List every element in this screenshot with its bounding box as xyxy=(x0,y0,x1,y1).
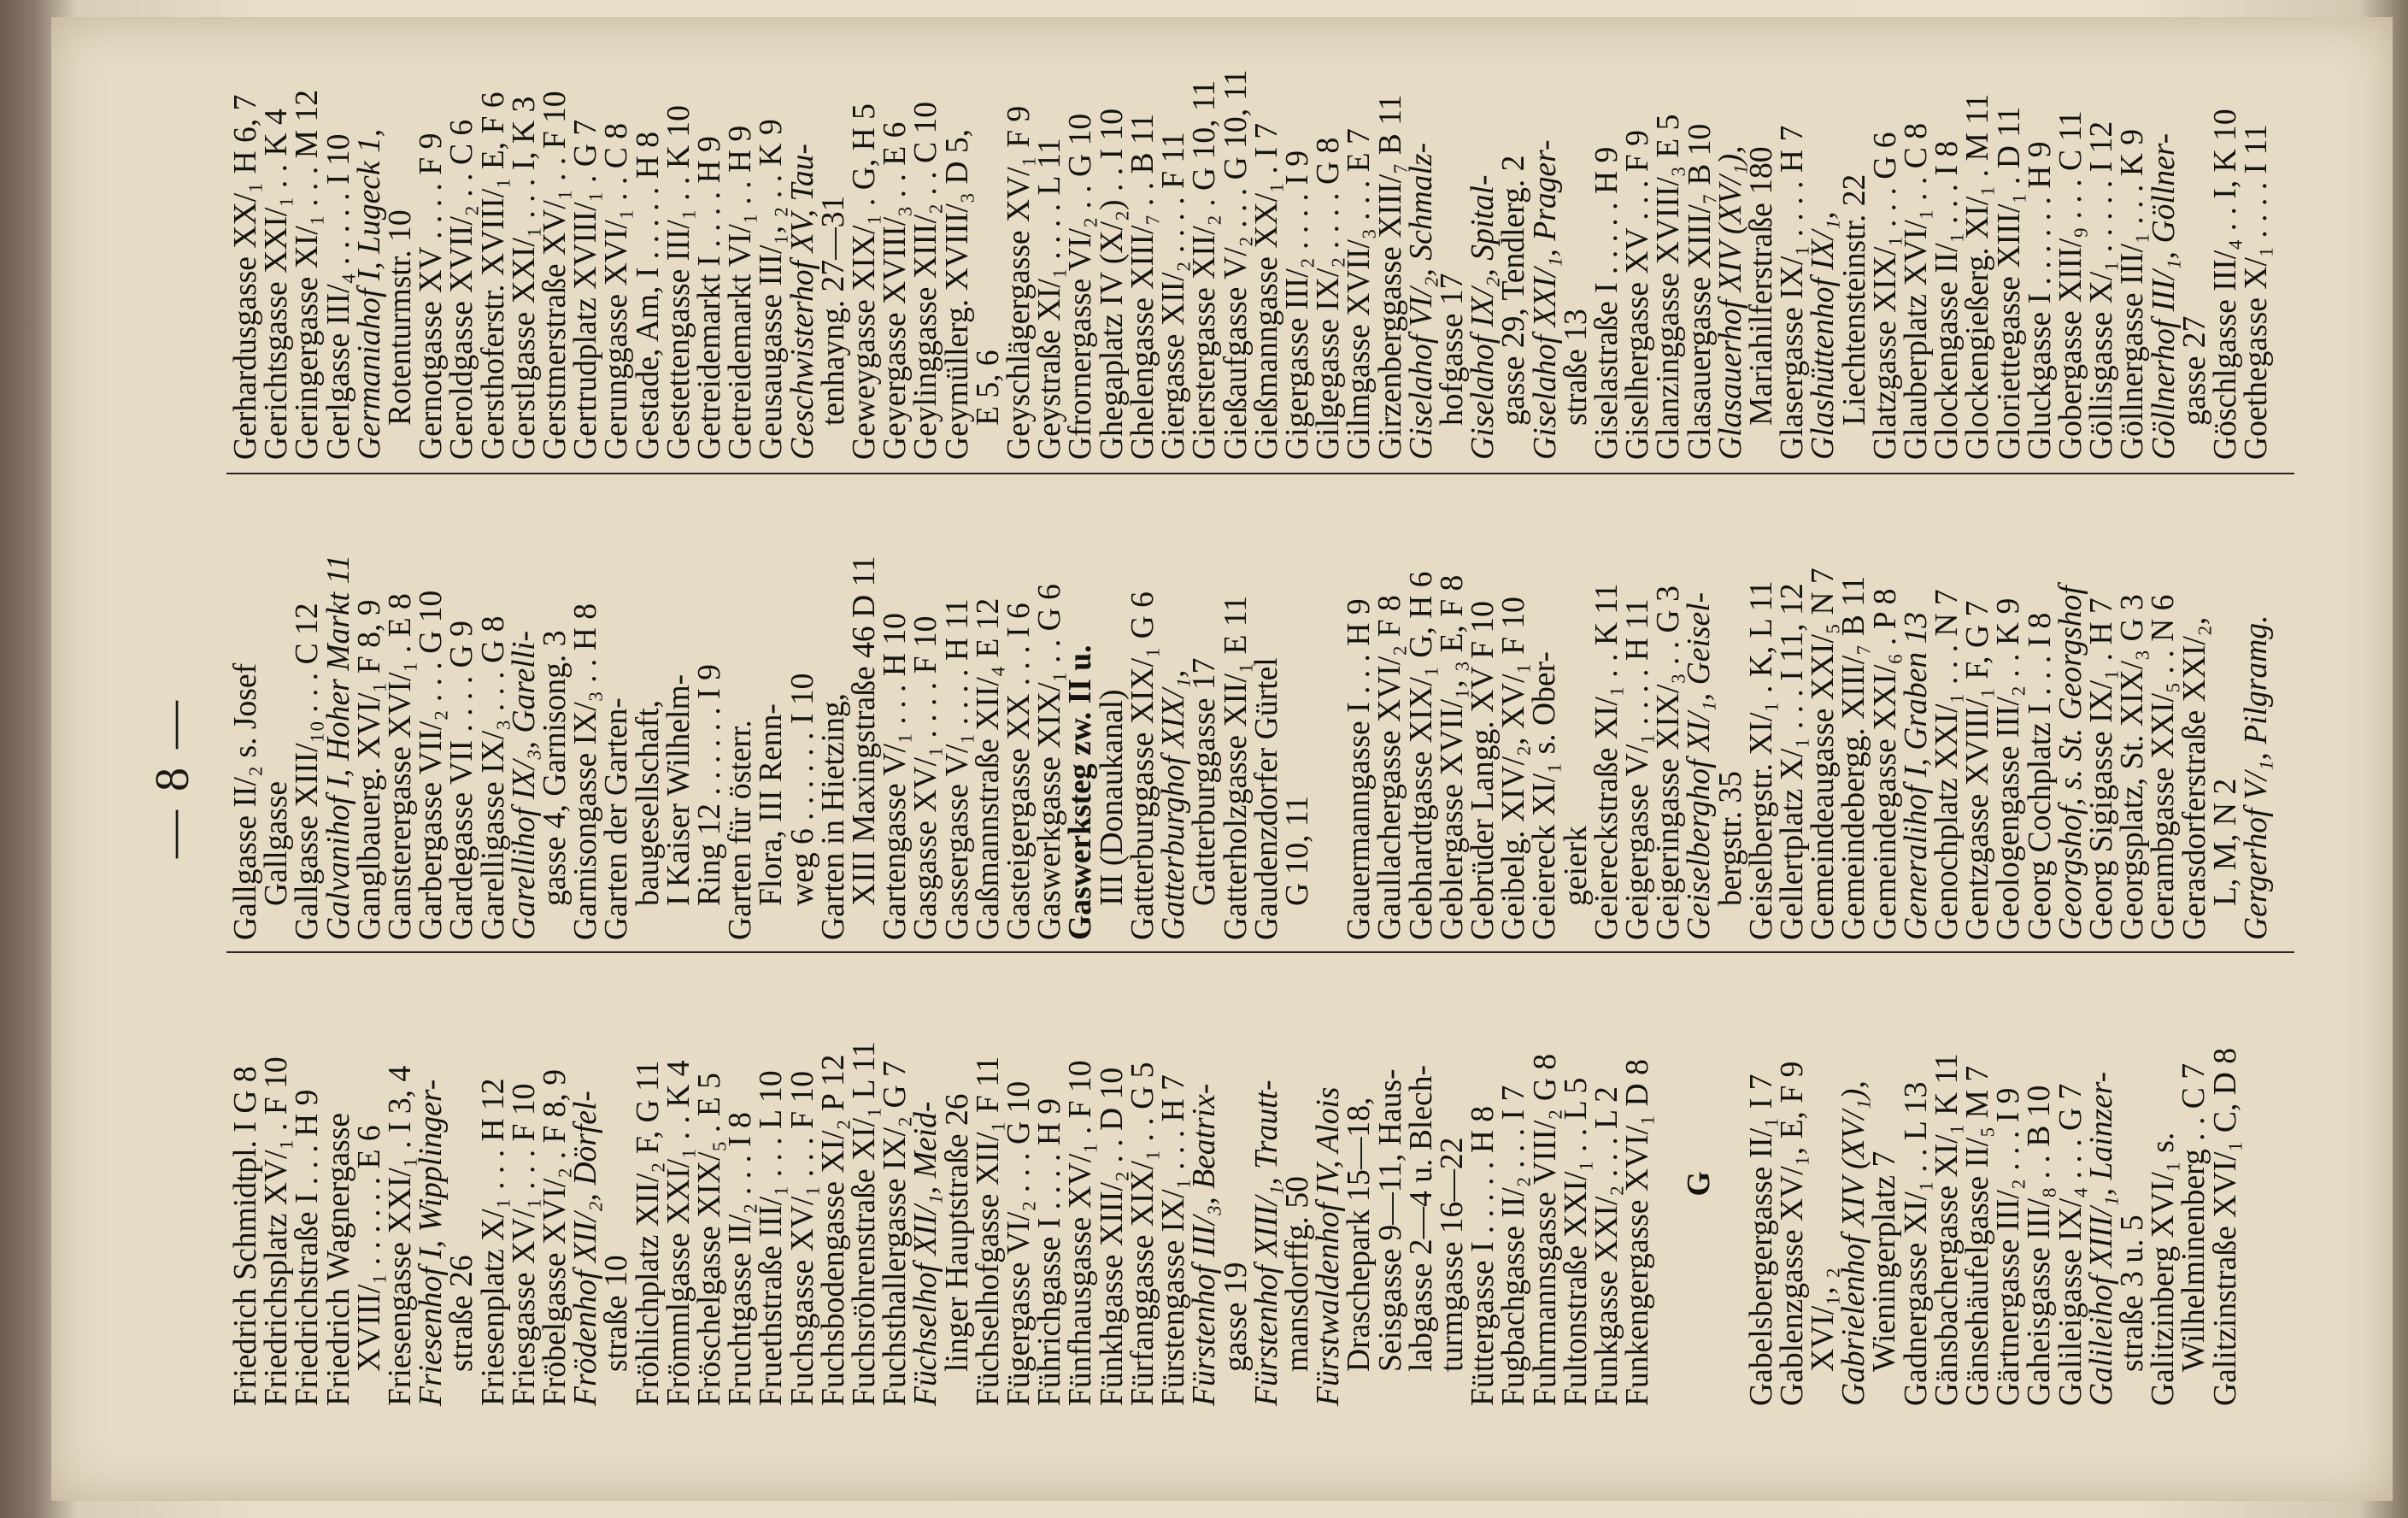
index-entry: Gerlgasse III/₄ . . . . . I 10 xyxy=(320,133,356,460)
index-entry: Gartengasse V/₁ . . . H 10 xyxy=(878,613,913,940)
index-entry: Gänsehäufelgasse II/₅ M 7 xyxy=(1959,1065,1995,1406)
index-entry-continuation: Flora, III Renn- xyxy=(754,703,790,906)
index-entry-continuation: E 5, 6 xyxy=(970,350,1006,426)
index-entry: Fröschelgasse XIX/₅ . E 5 xyxy=(692,1073,728,1406)
index-entry: Giselahof VI/₂, Schmalz- xyxy=(1403,142,1439,460)
index-entry: Friesgasse XV/₁ . . . F 10 xyxy=(506,1083,542,1406)
index-entry: Fünkhgasse XIII/₂ . . D 10 xyxy=(1094,1067,1130,1406)
index-entry: Fröhlichplatz XII/₂ F, G 11 xyxy=(630,1060,666,1406)
index-entry: Frömmlgasse XXI/₁ . . K 4 xyxy=(661,1060,696,1406)
index-entry: Gablenzgasse XV/₁, E, F 9 xyxy=(1774,1061,1810,1406)
index-entry: Gerasdorferstraße XXI/₂, xyxy=(2176,616,2212,940)
index-entry: Gergerhof V/₁, Pilgramg. xyxy=(2239,615,2274,940)
index-entry: Giselahof IX/₂, Spital- xyxy=(1465,174,1501,460)
index-entry: Glashüttenhof IX/₁, xyxy=(1806,211,1841,460)
index-entry: Gallgasse II/₂ s. Josef xyxy=(228,662,263,940)
index-entry: Gaudenzdorfer Gürtel xyxy=(1248,657,1284,940)
index-entry: Gentzgasse XVIII/₁ F, G 7 xyxy=(1960,600,1996,940)
index-entry: Gestade, Am, I . . . . . H 8 xyxy=(630,131,666,460)
index-entry: Gassergasse V/₁ . . . . H 11 xyxy=(939,598,975,940)
index-entry-continuation: Wilhelminenberg . . C 7 xyxy=(2176,1063,2212,1372)
index-entry: Gfrornergasse VI/₂ . . G 10 xyxy=(1063,113,1099,460)
index-entry: Gasgasse XV/₁ . . . . F 10 xyxy=(908,615,944,940)
index-entry: Georg Cochplatz I . . . I 8 xyxy=(2022,612,2058,940)
index-entry: Gasteigergasse XX . . . I 6 xyxy=(1001,603,1037,940)
index-entry: Getreidemarkt I . . . . H 9 xyxy=(692,136,728,460)
index-entry: Gerambgasse XXI/₅ . . N 6 xyxy=(2146,594,2182,940)
column-rule xyxy=(226,473,2294,474)
index-entry: Geigergasse V/₁ . . . . H 11 xyxy=(1619,598,1655,940)
index-entry: Giselahof XXI/₁, Prager- xyxy=(1527,139,1563,460)
index-entry: Geblergasse XVII/₁, ₃ E, F 8 xyxy=(1434,574,1470,940)
index-entry: Geusaugasse III/₁, ₂ . . K 9 xyxy=(754,119,790,460)
index-entry: Gersthoferstr. XVIII/₁ E, F 6 xyxy=(475,91,511,460)
index-entry: Gerstmerstraße XV/₁ . . F 10 xyxy=(537,91,573,460)
index-entry: Friesenplatz X/₁ . . . H 12 xyxy=(475,1078,511,1406)
index-entry: Gebhardtgasse XIX/₁ G, H 6 xyxy=(1403,571,1439,940)
index-entry: Geologengasse III/₂ . . K 9 xyxy=(1991,597,2027,940)
section-letter-heading: G xyxy=(1682,1171,1718,1197)
index-entry: Friesengasse XXI/₁ . I 3, 4 xyxy=(383,1065,419,1406)
index-entry: Geschwisterhof XV, Tau- xyxy=(784,144,820,460)
index-entry-continuation: G 10, 11 xyxy=(1279,795,1315,906)
index-entry-continuation: bergstr. 35 xyxy=(1712,771,1748,906)
index-entry: Ganglbauerg. XVI/₁ F 8, 9 xyxy=(351,599,387,940)
index-entry: Gerstlgasse XXI/₁ . . . I, K 3 xyxy=(506,96,542,460)
street-index-column-1 xyxy=(228,962,2282,1406)
index-entry-continuation: weg 6 . . . . . . I 10 xyxy=(784,673,820,906)
index-entry: Garten der Garten- xyxy=(599,697,635,940)
index-entry: Gemeindegasse XXI/₆ . P 8 xyxy=(1867,588,1903,940)
index-entry: Friedrich Wagnergasse xyxy=(320,1112,356,1406)
index-entry-continuation: Rotenturmstr. 10 xyxy=(383,209,419,426)
index-entry-continuation: Draschepark 15—18, xyxy=(1342,1097,1377,1372)
index-entry: Gellertplatz X/₁ . . . I 11, 12 xyxy=(1774,583,1810,940)
index-entry: Geigeringasse XIX/₃ . . G 3 xyxy=(1651,585,1687,940)
index-entry: Gansterergasse XVI/₁ . E 8 xyxy=(383,593,419,940)
index-entry: Gabrielenhof XIV (XV/₁), xyxy=(1836,1080,1872,1406)
index-entry: Geiselberghof XI/₁, Geisel- xyxy=(1682,591,1718,940)
index-entry: Gauermanngasse I . . . H 9 xyxy=(1342,598,1377,940)
index-entry-continuation: Gallgasse xyxy=(259,780,295,906)
page-number: — 8 — xyxy=(146,697,199,858)
index-entry: Geyschlägergasse XV/₁ F 9 xyxy=(1001,105,1037,460)
street-index-column-2 xyxy=(228,496,2282,940)
index-entry: Gießaufgasse V/₂ . . . G 10, 11 xyxy=(1218,69,1254,460)
index-entry: Goethegasse X/₁ . . . . I 11 xyxy=(2239,124,2275,460)
index-entry: Ghelengasse XIII/₇ . . B 11 xyxy=(1125,113,1160,460)
index-entry: Fuchsröhrenstraße XI/₁ L 11 xyxy=(847,1041,883,1406)
index-entry: Geweygasse XIX/₁ . G, H 5 xyxy=(847,103,883,460)
index-entry xyxy=(1313,496,1344,940)
index-entry: Georgsplatz, St. XIX/₃ G 3 xyxy=(2115,594,2151,940)
index-entry-continuation: Mariahilferstraße 180 xyxy=(1743,146,1779,426)
index-entry: Gestettengasse III/₁ . . K 10 xyxy=(661,105,696,460)
index-entry: Geiereck XI/₁ s. Ober- xyxy=(1527,651,1563,940)
index-entry: Glockengießerg. XI/₁ . M 11 xyxy=(1960,93,1996,460)
index-entry: Fürstwaldenhof IV, Alois xyxy=(1311,1086,1347,1406)
index-entry: Geiselbergstr. XI/₁ . K, L 11 xyxy=(1743,580,1779,940)
index-entry-continuation: baugesellschaft, xyxy=(630,699,666,906)
index-entry: Gertrudplatz XVIII/₁ . G 7 xyxy=(568,119,604,460)
index-entry: Gänsbachergasse XI/₁ K 11 xyxy=(1929,1053,1965,1406)
index-entry: Giselastraße I . . . . . H 9 xyxy=(1589,146,1624,460)
index-entry: Füttergasse I . . . . . H 8 xyxy=(1465,1105,1501,1406)
index-entry-continuation: gasse 19 xyxy=(1218,1262,1254,1372)
index-entry: Gloriettegasse XIII/₁ . D 11 xyxy=(1991,106,2027,460)
index-entry-continuation: gasse 4, Garnisong. 3 xyxy=(537,630,573,906)
index-entry: Gerunggasse XVI/₁ . . C 8 xyxy=(599,122,635,460)
index-entry: Fruethstraße III/₁ . . . L 10 xyxy=(754,1070,790,1406)
index-entry-continuation: straße 10 xyxy=(599,1255,635,1372)
index-entry: Führichgasse I . . . . H 9 xyxy=(1032,1097,1068,1406)
index-entry: Glanzinggasse XVIII/₃ E 5 xyxy=(1651,114,1687,460)
index-entry: Gaheisgasse III/₈ . . B 10 xyxy=(2022,1085,2058,1406)
index-entry: Fürstenhof III/₃, Beatrix- xyxy=(1187,1083,1223,1406)
index-entry: Galileigasse IX/₄ . . . G 7 xyxy=(2053,1083,2088,1406)
index-entry: Galvanihof I, Hoher Markt 11 xyxy=(320,554,356,940)
index-entry: Gallgasse XIII/₁₀ . . . C 12 xyxy=(290,603,326,940)
index-entry: Füchselhof XII/₁, Meid- xyxy=(908,1101,944,1406)
index-entry: Göllnerhof III/₁, Göllner- xyxy=(2146,132,2182,460)
index-entry: Gierstergasse XII/₂ . G 10, 11 xyxy=(1187,79,1223,460)
index-entry: Gatterburggasse XIX/₁ G 6 xyxy=(1125,591,1160,940)
index-entry-continuation: Gatterburggasse 17 xyxy=(1187,657,1223,906)
index-entry-continuation: mansdorffg. 50 xyxy=(1279,1176,1315,1372)
index-entry-continuation: geierk xyxy=(1558,826,1594,906)
index-entry: Geibelg. XIV/₂, XV/₁ F 10 xyxy=(1496,597,1532,940)
index-entry: Göllnergasse III/₁ . . . K 9 xyxy=(2115,128,2151,460)
index-entry: Funkgasse XXI/₂ . . . L 2 xyxy=(1589,1086,1624,1406)
index-entry: Generalihof I, Graben 13 xyxy=(1898,611,1934,940)
index-entry-continuation: labgasse 2—4 u. Blech- xyxy=(1403,1065,1439,1372)
index-entry-continuation: straße 3 u. 5 xyxy=(2114,1215,2150,1372)
index-entry: Garten für österr. xyxy=(723,720,759,940)
index-entry-continuation: gasse 27 xyxy=(2176,315,2212,426)
index-entry: Füchselhofgasse XII/₁ F 11 xyxy=(970,1056,1006,1406)
index-entry: Glatzgasse XIX/₁ . . . G 6 xyxy=(1867,132,1903,460)
index-entry: Geroldgasse XVII/₂ . . C 6 xyxy=(444,119,480,460)
index-entry: Geymüllerg. XVIII/₃ D 5, xyxy=(939,128,975,460)
index-entry: Fügergasse VI/₂ . . . G 10 xyxy=(1001,1080,1037,1406)
index-entry: Geyergasse XVIII/₃ . . E 6 xyxy=(878,121,913,460)
index-entry: Gobergasse XIII/₉ . . . C 11 xyxy=(2053,110,2088,460)
index-entry: Geiereckstraße XI/₁ . . K 11 xyxy=(1589,583,1624,940)
index-entry: Galileihof XIII/₁, Lainzer- xyxy=(2083,1071,2119,1406)
index-entry-continuation: gasse 29, Tendlerg. 2 xyxy=(1496,155,1532,426)
index-entry: Glockengasse II/₁ . . . I 8 xyxy=(1929,140,1965,460)
index-entry: Glasergasse IX/₁ . . . . H 7 xyxy=(1775,125,1811,460)
index-entry: Fröbelgasse XVI/₂ . F 8, 9 xyxy=(537,1068,573,1406)
index-entry: Galitzinstraße XVI/₁ C, D 8 xyxy=(2207,1047,2243,1406)
index-entry-continuation: XVIII/₁ . . . . . . E 6 xyxy=(351,1125,387,1372)
index-entry: Gadnergasse XI/₁ . . L 13 xyxy=(1898,1081,1934,1406)
index-entry: Gießmanngasse XX/₁ . I 7 xyxy=(1248,122,1284,460)
index-entry: Friedrichsplatz XV/₁ . F 10 xyxy=(259,1056,295,1406)
index-entry: Gatterholzgasse XII/₁ E 11 xyxy=(1218,595,1254,940)
index-entry: Garnisongasse IX/₃ . . H 8 xyxy=(568,603,604,940)
index-entry-continuation: Liechtensteinstr. 22 xyxy=(1836,174,1872,426)
index-entry: Gernotgasse XV . . . . F 9 xyxy=(414,132,449,460)
index-entry: Gluckgasse I . . . . . . H 9 xyxy=(2022,141,2058,460)
index-entry: Fuchsgasse XV/₁ . . . F 10 xyxy=(784,1070,820,1406)
index-entry: Fuhrmannsgasse VIII/₂ G 8 xyxy=(1527,1053,1563,1406)
index-entry: Gebrüder Langg. XV F 10 xyxy=(1465,601,1501,940)
index-entry: Gemeindeaugasse XXI/₅ N 7 xyxy=(1806,568,1841,940)
index-entry-continuation: turmgasse 16—22 xyxy=(1434,1137,1470,1372)
index-entry-continuation: straße 26 xyxy=(444,1255,480,1372)
index-entry: Ghegaplatz IV (X/₂) . . I 10 xyxy=(1094,108,1130,460)
index-entry: Garten in Hietzing, xyxy=(815,692,851,940)
index-entry-continuation: L, M, N 2 xyxy=(2207,778,2243,906)
index-entry: Friesenhof I, Wipplinger- xyxy=(414,1079,449,1406)
index-entry-continuation: hofgasse 17 xyxy=(1434,273,1470,426)
column-rule xyxy=(226,951,2294,953)
index-entry: Fultonstraße XXI/₁ . . L 5 xyxy=(1558,1077,1594,1406)
index-entry: Gatterburghof XIX/₁, xyxy=(1156,669,1192,940)
index-entry: Fürstenhof XIII/₁, Trautt- xyxy=(1248,1080,1284,1406)
book-page xyxy=(51,17,2393,1501)
index-entry: Gabelsbergergasse II/₁ I 7 xyxy=(1743,1074,1779,1406)
index-entry: Göllisgasse X/₁ . . . . . I 12 xyxy=(2084,121,2120,460)
index-entry: Gaullachergasse XVI/₂ F 8 xyxy=(1372,595,1408,940)
index-entry: Giselhergasse XV . . . F 9 xyxy=(1620,130,1656,460)
index-entry: Fuchsbodengasse XI/₂ P 12 xyxy=(815,1054,851,1406)
index-entry: Gerhardusgasse XX/₁ H 6, 7 xyxy=(228,94,263,460)
index-entry: Gilgegasse IX/₂ . . . . G 8 xyxy=(1311,137,1347,460)
index-entry: Gigergasse III/₂ . . . . I 9 xyxy=(1279,150,1315,460)
index-entry: Geystraße XI/₁ . . . . L 11 xyxy=(1032,138,1068,460)
index-entry: Fuchsthallergasse IX/₂ G 7 xyxy=(878,1061,913,1406)
index-entry: Genochplatz XXI/₁ . . . N 7 xyxy=(1929,589,1965,940)
index-entry: Göschlgasse III/₄ . . I, K 10 xyxy=(2208,109,2243,460)
index-entry: Georg Sigigasse IX/₁ . H 7 xyxy=(2083,597,2119,940)
index-entry: Gemeindebergg. XIII/₇ B 11 xyxy=(1836,575,1872,940)
index-entry: Glasauergasse XIII/₇ B 10 xyxy=(1682,123,1718,460)
index-entry: Georgshof, s. St. Georgshof xyxy=(2053,585,2088,940)
index-entry: Fürfanggasse XIX/₁ . . G 5 xyxy=(1125,1062,1160,1406)
index-entry: Funkengergasse XVI/₁ D 8 xyxy=(1620,1059,1656,1406)
index-entry-continuation: Seisgasse 9—11, Haus- xyxy=(1372,1068,1408,1372)
index-entry: Gärtnergasse III/₂ . . . I 9 xyxy=(1991,1087,2027,1406)
index-entry: Giergasse XII/₂ . . . . F 11 xyxy=(1156,132,1192,460)
index-entry-continuation: Wieningerplatz 7 xyxy=(1867,1150,1903,1372)
index-entry: Glauberplatz XVI/₁ . . C 8 xyxy=(1898,122,1934,460)
index-entry: Garelligasse IX/₃ . . . G 8 xyxy=(475,615,511,940)
index-entry-continuation: XVI/₁, ₂ xyxy=(1805,1267,1841,1372)
index-entry: Girzenberggasse XIII/₇ B 11 xyxy=(1372,94,1408,460)
index-entry: Friedrich Schmidtpl. I G 8 xyxy=(228,1066,263,1406)
index-entry: Frödenhof XII/₂, Dörfel- xyxy=(568,1091,604,1406)
index-entry: Fürstengasse IX/₁ . . . H 7 xyxy=(1156,1074,1192,1406)
index-entry: Geylinggasse XIII/₂ . . C 10 xyxy=(908,101,944,460)
index-entry: Gilmgasse XVII/₃ . . . E 7 xyxy=(1342,128,1377,460)
index-entry-continuation: tenhayng. 27—31 xyxy=(815,195,851,426)
street-index-column-3 xyxy=(228,15,2282,460)
index-entry: Gardegasse VII . . . . G 9 xyxy=(444,621,480,940)
index-entry-continuation: linger Hauptstraße 26 xyxy=(939,1093,975,1372)
index-entry: Galitzinberg XVI/₁ s. xyxy=(2146,1132,2182,1406)
index-entry-continuation: III (Donaukanal) xyxy=(1094,689,1130,906)
index-entry: Gaswerksteg zw. II u. xyxy=(1063,644,1099,940)
index-entry-continuation: straße 13 xyxy=(1558,309,1594,426)
index-entry: Glasauerhof XIV (XV/₁), xyxy=(1712,145,1748,460)
index-entry: Garellihof IX/₃, Garelli- xyxy=(506,630,542,940)
index-entry-continuation: I Kaiser Wilhelm- xyxy=(661,674,696,906)
index-entry: Fruchtgasse II/₂ . . . I 8 xyxy=(723,1112,759,1406)
index-entry: Gaßmannstraße XII/₄ E 12 xyxy=(970,597,1006,940)
index-entry-continuation: XIII Maxingstraße 46 D 11 xyxy=(847,556,883,906)
index-entry: Gaswerkgasse XIX/₁ . . G 6 xyxy=(1032,584,1068,940)
index-entry: Garbergasse VII/₂ . . . G 10 xyxy=(414,590,449,940)
index-entry: Friedrichstraße I . . . H 9 xyxy=(290,1089,326,1406)
rotated-page-content xyxy=(85,43,2341,1513)
index-entry: Getreidemarkt VI/₁ . . H 9 xyxy=(723,125,759,460)
index-entry: Gerichtsgasse XXI/₁ . . K 4 xyxy=(259,109,295,460)
index-entry-continuation: Ring 12 . . . . . . I 9 xyxy=(692,664,728,906)
index-entry: Fünfhausgasse XV/₁ . F 10 xyxy=(1063,1060,1099,1406)
index-entry: Germaniahof I, Lugeck 1, xyxy=(351,128,387,460)
index-entry: Geringergasse XI/₁ . . . M 12 xyxy=(290,90,326,460)
index-entry: Fugbachgasse II/₂ . . . I 7 xyxy=(1496,1085,1532,1406)
